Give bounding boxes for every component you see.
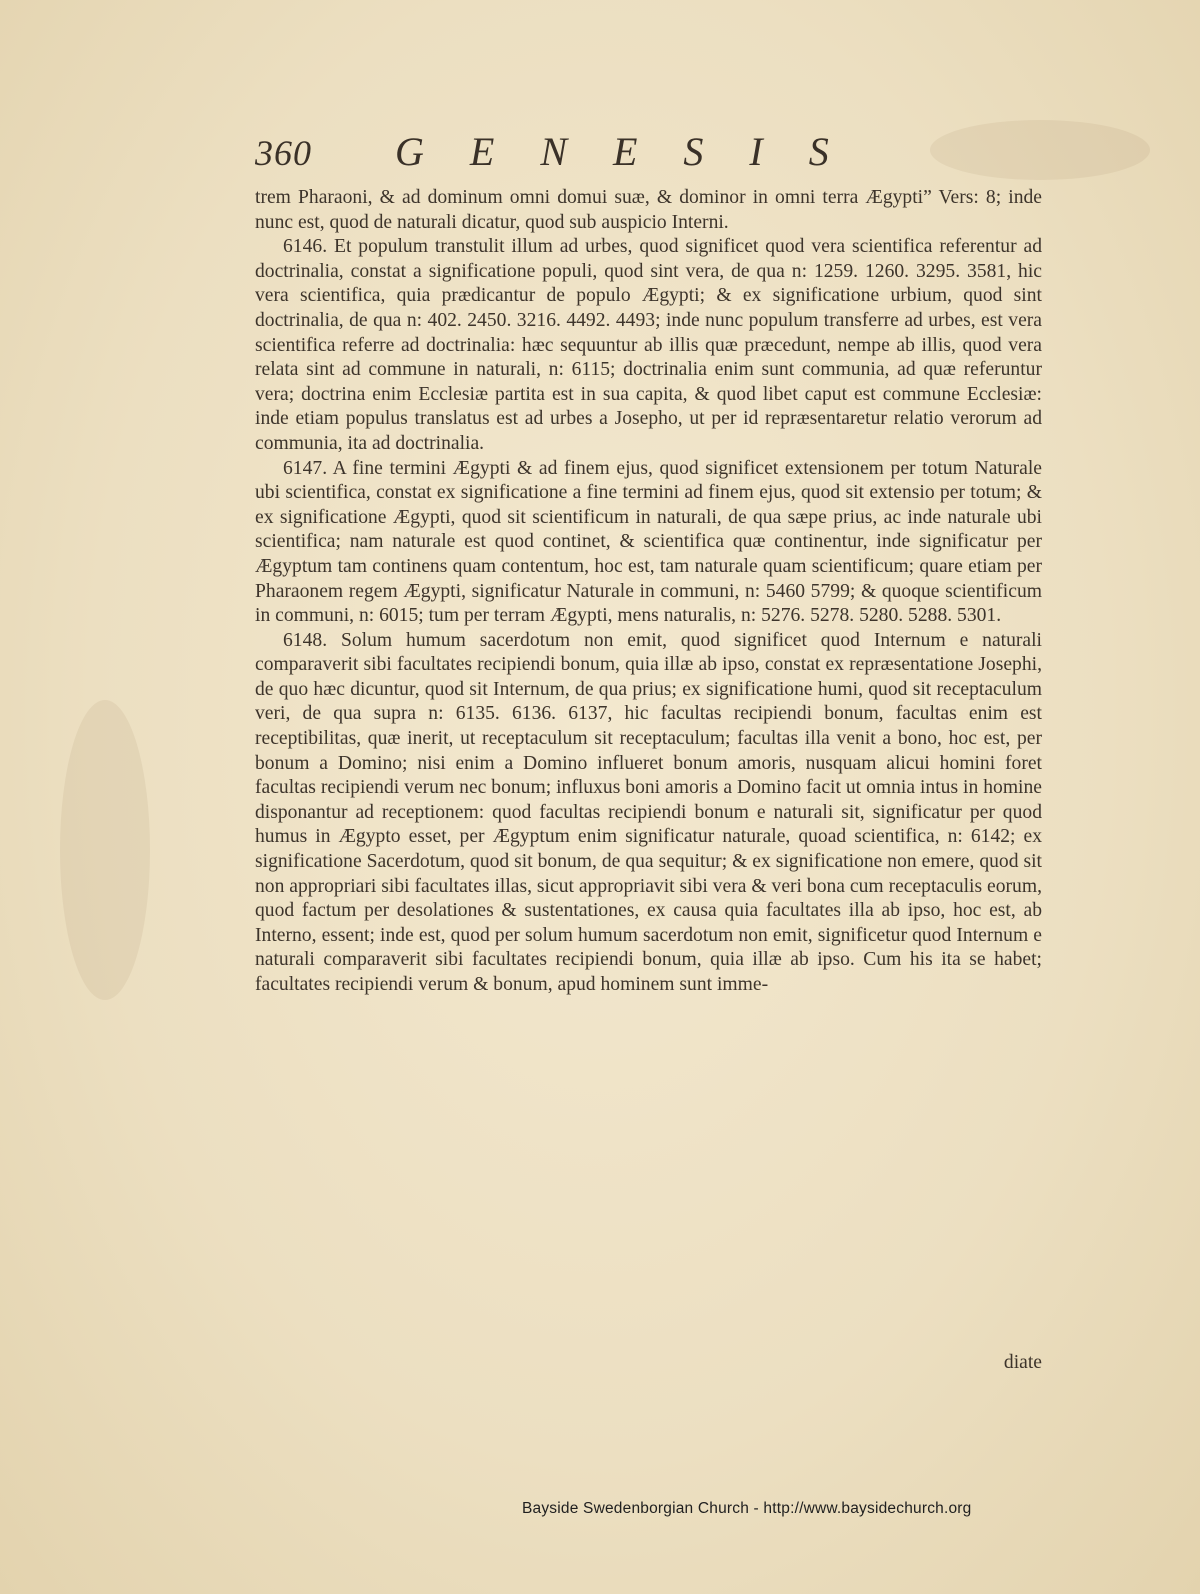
footer-credit: Bayside Swedenborgian Church - http://www.baysidechurch.org [522, 1500, 972, 1517]
catchword: diate [1003, 1352, 1042, 1373]
paragraph-6146: 6146. Et populum transtulit illum ad urbes, quod significet quod vera scientifica referentur ad doctrinalia, constat a significatione populi, quod sint vera, de qua n: 1259. 1260. 3295. 3581, hic vera scientifica, quia prædicantur de populo Ægypti; & ex significatione urbium, quod sint doctrinalia, de qua n: 402. 2450. 3216. 4492. 4493; inde nunc populum transferre ad urbes, est vera scientifica referre ad doctrinalia: hæc sequuntur ab illis quæ præcedunt, nempe ab illis, quod vera relata sint ad commune in naturali, n: 6115; doctrinalia enim sunt communia, ad quæ referuntur vera; doctrina enim Ecclesiæ partita est in sua capita, & quod libet caput est commune Ecclesiæ: inde etiam populus translatus est ad urbes a Josepho, ut per id repræsentaretur relatio verorum ad communia, ita ad doctrinalia. [255, 236, 1042, 454]
paragraph-continuation: trem Pharaoni, & ad dominum omni domui suæ, & dominor in omni terra Ægypti” Vers: 8; inde nunc est, quod de naturali dicatur, quod sub auspicio Interni. [255, 187, 1042, 233]
body-text [255, 186, 1042, 998]
paragraph-6148: 6148. Solum humum sacerdotum non emit, quod significet quod Internum e naturali comparaverit sibi facultates recipiendi bonum, quia illæ ab ipso, constat ex repræsentatione Josephi, de quo hæc dicuntur, quod sit Internum, de qua prius; ex significatione humi, quod sit receptaculum veri, de qua supra n: 6135. 6136. 6137, hic facultas recipiendi bonum, facultas enim est receptibilitas, quæ inerit, ut receptaculum sit receptaculum; facultas illa venit a bono, hoc est, per bonum a Domino; nisi enim a Domino influeret bonum amoris, nusquam alicui homini foret facultas recipiendi verum nec bonum; influxus boni amoris a Domino facit ut omnia intus in homine disponantur ad receptionem: quod facultas recipiendi bonum e naturali sit, significatur per quod humus in Ægypto esset, per Ægyptum enim significatur naturale, quoad scientifica, n: 6142; ex significatione Sacerdotum, quod sit bonum, de qua sequitur; & ex significatione non emere, quod sit non appropriari sibi facultates illas, sicut appropriavit sibi vera & veri bona cum receptaculis eorum, quod factum per desolationes & sustentationes, ex causa quia facultates illa ab ipso, hoc est, ab Interno, essent; inde est, quod per solum humum sacerdotum non emit, significetur quod Internum e naturali comparaverit sibi facultates recipiendi bonum, quia illæ ab ipso. Cum his ita se habet; facultates recipiendi verum & bonum, apud hominem sunt imme- [255, 629, 1042, 995]
paper-stain [930, 120, 1150, 180]
page-header [255, 128, 915, 176]
paragraph-6147: 6147. A fine termini Ægypti & ad finem ejus, quod significet extensionem per totum Naturale ubi scientifica, constat ex significatione a fine termini ad finem ejus, quod sit extensio per totum; & ex significatione Ægypti, quod sit scientificum in naturali, de qua sæpe prius, ac inde naturale ubi scientifica; nam naturale est quod continet, & scientifica quæ continentur, inde significatur per Ægyptum tam continens quam contentum, hoc est, tam naturale quam scientificum; quare etiam per Pharaonem regem Ægypti, significatur Naturale in communi, n: 5460 5799; & quoque scientificum in communi, n: 6015; tum per terram Ægypti, mens naturalis, n: 5276. 5278. 5280. 5288. 5301. [255, 457, 1042, 627]
paper-stain [60, 700, 150, 1000]
page-number: 360 [255, 133, 312, 173]
running-title: GENESIS [395, 129, 875, 174]
